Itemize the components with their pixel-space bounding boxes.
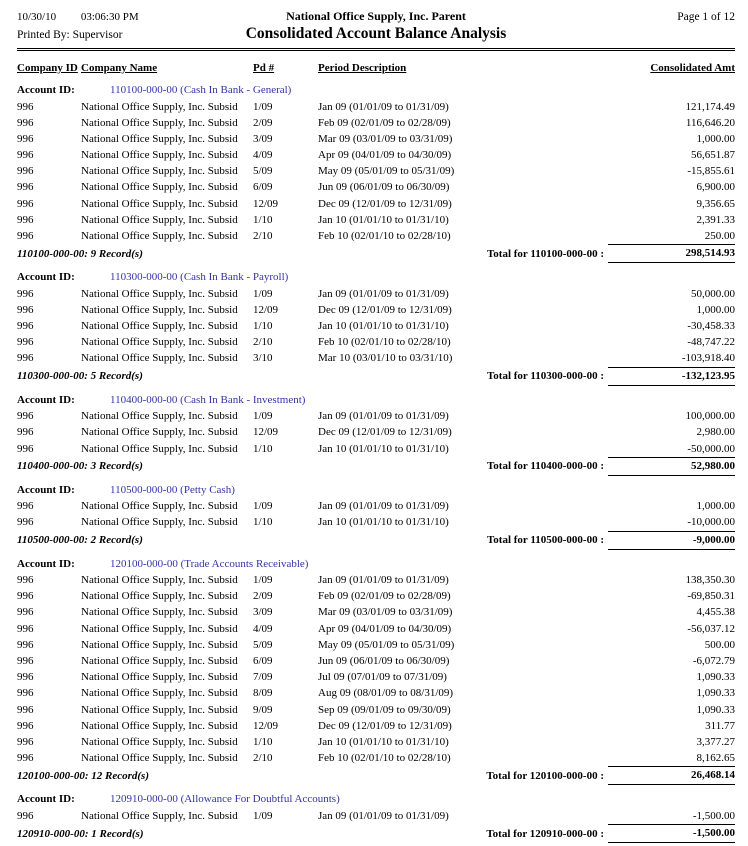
cell-pd: 2/09 [253, 116, 273, 129]
cell-company-name: National Office Supply, Inc. Subsid [81, 303, 238, 316]
cell-pd: 1/10 [253, 213, 273, 226]
table-row [17, 212, 735, 228]
cell-period-description: Dec 09 (12/01/09 to 12/31/09) [318, 303, 452, 316]
cell-company-id: 996 [17, 687, 34, 700]
table-row [17, 498, 735, 514]
cell-amount: 2,391.33 [696, 213, 735, 226]
cell-company-name: National Office Supply, Inc. Subsid [81, 352, 238, 365]
cell-amount: -15,855.61 [687, 165, 735, 178]
printed-by-label: Printed By: [17, 29, 70, 41]
cell-period-description: Jan 10 (01/01/10 to 01/31/10) [318, 516, 449, 529]
column-headers [17, 60, 735, 76]
cell-company-id: 996 [17, 100, 34, 113]
cell-company-id: 996 [17, 320, 34, 333]
cell-company-id: 996 [17, 287, 34, 300]
cell-amount: 100,000.00 [685, 410, 735, 423]
cell-period-description: Mar 09 (03/01/09 to 03/31/09) [318, 606, 453, 619]
cell-period-description: Aug 09 (08/01/09 to 08/31/09) [318, 687, 454, 700]
table-row [17, 408, 735, 424]
cell-pd: 6/09 [253, 655, 273, 667]
cell-amount: 1,000.00 [696, 303, 735, 316]
cell-amount: 1,090.33 [696, 703, 735, 716]
cell-period-description: Jan 09 (01/01/09 to 01/31/09) [318, 100, 449, 113]
cell-pd: 7/09 [253, 671, 273, 684]
account-id-value[interactable]: 110300-000-00 (Cash In Bank - Payroll) [110, 271, 289, 284]
cell-company-name: National Office Supply, Inc. Subsid [81, 500, 238, 513]
account-total-row [17, 824, 735, 843]
total-label: Total for 110100-000-00 : [486, 247, 604, 260]
cell-company-id: 996 [17, 132, 34, 145]
cell-company-id: 996 [17, 590, 34, 603]
cell-period-description: Jan 10 (01/01/10 to 01/31/10) [318, 442, 449, 455]
cell-period-description: Mar 09 (03/01/09 to 03/31/09) [318, 132, 453, 145]
cell-company-name: National Office Supply, Inc. Subsid [81, 197, 238, 210]
cell-period-description: May 09 (05/01/09 to 05/31/09) [318, 165, 455, 178]
col-pd: Pd # [253, 62, 275, 74]
cell-amount: 4,455.38 [696, 606, 735, 619]
cell-pd: 1/09 [253, 574, 273, 587]
cell-company-id: 996 [17, 606, 34, 619]
account-id-label: Account ID: [17, 84, 75, 96]
cell-pd: 4/09 [253, 149, 273, 162]
cell-amount: 1,090.33 [696, 687, 735, 700]
cell-amount: -30,458.33 [687, 320, 735, 333]
table-row [17, 350, 735, 366]
cell-amount: 50,000.00 [691, 287, 735, 300]
account-rows [17, 408, 735, 457]
cell-pd: 1/10 [253, 516, 273, 529]
col-consolidated-amt: Consolidated Amt [650, 62, 735, 74]
table-row [17, 604, 735, 620]
cell-period-description: Feb 09 (02/01/09 to 02/28/09) [318, 116, 451, 129]
cell-period-description: May 09 (05/01/09 to 05/31/09) [318, 638, 455, 651]
table-row [17, 163, 735, 179]
cell-company-id: 996 [17, 213, 34, 226]
account-id-value[interactable]: 110400-000-00 (Cash In Bank - Investment) [110, 393, 306, 406]
account-header-row [17, 392, 735, 409]
cell-company-id: 996 [17, 352, 34, 365]
table-row [17, 196, 735, 212]
record-count: 110500-000-00: 2 Record(s) [17, 534, 143, 547]
cell-company-id: 996 [17, 303, 34, 316]
cell-company-name: National Office Supply, Inc. Subsid [81, 320, 238, 333]
cell-company-id: 996 [17, 735, 34, 748]
total-label: Total for 110500-000-00 : [486, 534, 604, 547]
table-row [17, 685, 735, 701]
cell-pd: 2/10 [253, 752, 273, 765]
cell-company-id: 996 [17, 809, 34, 822]
cell-company-name: National Office Supply, Inc. Subsid [81, 622, 238, 635]
cell-amount: 1,000.00 [696, 132, 735, 145]
cell-company-name: National Office Supply, Inc. Subsid [81, 719, 238, 732]
cell-amount: 2,980.00 [696, 426, 735, 439]
cell-period-description: Dec 09 (12/01/09 to 12/31/09) [318, 719, 452, 732]
account-total-row [17, 531, 735, 550]
cell-company-id: 996 [17, 336, 34, 349]
cell-pd: 3/09 [253, 606, 273, 619]
account-id-label: Account ID: [17, 793, 75, 806]
cell-pd: 1/09 [253, 287, 273, 300]
cell-company-name: National Office Supply, Inc. Subsid [81, 100, 238, 113]
cell-company-name: National Office Supply, Inc. Subsid [81, 606, 238, 619]
total-label: Total for 120910-000-00 : [486, 827, 604, 840]
account-header-row [17, 482, 735, 499]
cell-company-id: 996 [17, 230, 34, 242]
col-company-name: Company Name [81, 62, 158, 74]
cell-pd: 2/10 [253, 336, 273, 349]
cell-pd: 1/10 [253, 735, 273, 748]
cell-amount: -1,500.00 [692, 809, 735, 822]
cell-company-name: National Office Supply, Inc. Subsid [81, 442, 238, 455]
table-row [17, 115, 735, 131]
cell-company-name: National Office Supply, Inc. Subsid [81, 590, 238, 603]
cell-amount: 250.00 [704, 230, 735, 242]
cell-pd: 1/09 [253, 410, 273, 423]
table-row [17, 147, 735, 163]
table-row [17, 302, 735, 318]
cell-company-id: 996 [17, 655, 34, 667]
cell-company-id: 996 [17, 181, 34, 194]
total-amount: 52,980.00 [608, 457, 735, 476]
header-datetime [17, 11, 202, 23]
cell-pd: 3/10 [253, 352, 273, 365]
cell-pd: 9/09 [253, 703, 273, 716]
cell-company-name: National Office Supply, Inc. Subsid [81, 671, 238, 684]
account-section [17, 82, 735, 263]
total-amount: -1,500.00 [608, 824, 735, 843]
table-row [17, 750, 735, 766]
report-date: 10/30/10 [17, 11, 57, 23]
cell-company-name: National Office Supply, Inc. Subsid [81, 181, 238, 194]
cell-company-name: National Office Supply, Inc. Subsid [81, 735, 238, 748]
table-row [17, 637, 735, 653]
cell-company-name: National Office Supply, Inc. Subsid [81, 516, 238, 529]
report-body [17, 82, 735, 843]
report-title: Consolidated Account Balance Analysis [245, 25, 507, 42]
account-id-value[interactable]: 120910-000-00 (Allowance For Doubtful Accounts) [110, 793, 340, 806]
cell-company-name: National Office Supply, Inc. Subsid [81, 230, 238, 242]
table-row [17, 131, 735, 147]
account-section [17, 392, 735, 476]
cell-pd: 3/09 [253, 132, 273, 145]
cell-company-id: 996 [17, 149, 34, 162]
cell-pd: 1/09 [253, 809, 273, 822]
record-count: 110300-000-00: 5 Record(s) [17, 370, 143, 383]
cell-amount: 500.00 [704, 638, 735, 651]
cell-company-name: National Office Supply, Inc. Subsid [81, 213, 238, 226]
cell-period-description: Apr 09 (04/01/09 to 04/30/09) [318, 149, 452, 162]
cell-pd: 6/09 [253, 181, 273, 194]
cell-company-name: National Office Supply, Inc. Subsid [81, 149, 238, 162]
table-row [17, 514, 735, 530]
cell-company-id: 996 [17, 116, 34, 129]
cell-amount: 1,090.33 [696, 671, 735, 684]
cell-amount: 311.77 [705, 719, 735, 732]
cell-pd: 1/10 [253, 442, 273, 455]
table-row [17, 588, 735, 604]
total-amount: -9,000.00 [608, 531, 735, 550]
account-id-label: Account ID: [17, 393, 75, 406]
cell-period-description: Jan 09 (01/01/09 to 01/31/09) [318, 410, 449, 423]
cell-company-name: National Office Supply, Inc. Subsid [81, 574, 238, 587]
cell-company-name: National Office Supply, Inc. Subsid [81, 687, 238, 700]
cell-period-description: Jan 09 (01/01/09 to 01/31/09) [318, 287, 449, 300]
cell-amount: -69,850.31 [687, 590, 735, 603]
table-row [17, 572, 735, 588]
table-row [17, 808, 735, 824]
cell-company-id: 996 [17, 516, 34, 529]
table-row [17, 424, 735, 440]
total-label: Total for 120100-000-00 : [486, 769, 604, 782]
header-divider [17, 48, 735, 51]
record-count: 110400-000-00: 3 Record(s) [17, 460, 143, 473]
cell-company-name: National Office Supply, Inc. Subsid [81, 116, 238, 129]
cell-pd: 4/09 [253, 622, 273, 635]
cell-pd: 12/09 [253, 426, 279, 439]
table-row [17, 441, 735, 457]
page-indicator: Page 1 of 12 [677, 11, 735, 23]
table-row [17, 179, 735, 195]
cell-amount: -103,918.40 [681, 352, 735, 365]
cell-period-description: Dec 09 (12/01/09 to 12/31/09) [318, 197, 452, 210]
cell-company-id: 996 [17, 500, 34, 513]
cell-pd: 1/09 [253, 500, 273, 513]
table-row [17, 318, 735, 334]
cell-period-description: Feb 10 (02/01/10 to 02/28/10) [318, 752, 451, 765]
cell-company-name: National Office Supply, Inc. Subsid [81, 809, 238, 822]
cell-amount: 138,350.30 [685, 574, 735, 587]
account-total-row [17, 457, 735, 476]
cell-amount: 9,356.65 [696, 197, 735, 210]
cell-period-description: Jan 10 (01/01/10 to 01/31/10) [318, 735, 449, 748]
report-header [17, 9, 735, 43]
cell-period-description: Apr 09 (04/01/09 to 04/30/09) [318, 622, 452, 635]
cell-pd: 12/09 [253, 719, 279, 732]
report-time: 03:06:30 PM [80, 11, 139, 23]
cell-company-id: 996 [17, 752, 34, 765]
cell-amount: 8,162.65 [696, 752, 735, 765]
cell-pd: 2/10 [253, 230, 273, 242]
account-section [17, 269, 735, 385]
cell-amount: 121,174.49 [685, 100, 735, 113]
cell-company-id: 996 [17, 622, 34, 635]
account-section [17, 556, 735, 786]
record-count: 110100-000-00: 9 Record(s) [17, 247, 143, 260]
cell-period-description: Jul 09 (07/01/09 to 07/31/09) [318, 671, 447, 684]
account-id-value[interactable]: 120100-000-00 (Trade Accounts Receivable) [110, 557, 309, 570]
cell-period-description: Feb 10 (02/01/10 to 02/28/10) [318, 230, 451, 242]
cell-pd: 12/09 [253, 303, 279, 316]
account-rows [17, 99, 735, 245]
cell-pd: 5/09 [253, 165, 273, 178]
col-period-description: Period Description [318, 62, 407, 74]
cell-amount: -56,037.12 [687, 622, 735, 635]
cell-period-description: Feb 10 (02/01/10 to 02/28/10) [318, 336, 451, 349]
account-rows [17, 572, 735, 766]
cell-company-id: 996 [17, 442, 34, 455]
table-row [17, 286, 735, 302]
cell-company-id: 996 [17, 638, 34, 651]
table-row [17, 734, 735, 750]
account-total-row [17, 244, 735, 263]
cell-period-description: Dec 09 (12/01/09 to 12/31/09) [318, 426, 452, 439]
cell-amount: -6,072.79 [692, 655, 735, 667]
col-company-id: Company ID [17, 62, 78, 74]
total-label: Total for 110400-000-00 : [486, 460, 604, 473]
account-total-row [17, 367, 735, 386]
table-row [17, 669, 735, 685]
total-label: Total for 110300-000-00 : [486, 370, 604, 383]
cell-amount: -50,000.00 [687, 442, 735, 455]
cell-amount: 3,377.27 [696, 735, 735, 748]
printed-by [17, 29, 202, 41]
table-row [17, 653, 735, 669]
account-header-row [17, 791, 735, 808]
cell-amount: 1,000.00 [696, 500, 735, 513]
account-rows [17, 498, 735, 530]
cell-company-name: National Office Supply, Inc. Subsid [81, 655, 238, 667]
account-id-value[interactable]: 110100-000-00 (Cash In Bank - General) [110, 84, 292, 96]
cell-pd: 5/09 [253, 638, 273, 651]
account-section [17, 791, 735, 843]
cell-period-description: Jan 10 (01/01/10 to 01/31/10) [318, 320, 449, 333]
account-header-row [17, 269, 735, 286]
account-id-label: Account ID: [17, 271, 75, 284]
cell-company-name: National Office Supply, Inc. Subsid [81, 752, 238, 765]
table-row [17, 621, 735, 637]
total-amount: 26,468.14 [608, 766, 735, 785]
cell-company-name: National Office Supply, Inc. Subsid [81, 638, 238, 651]
cell-period-description: Jan 09 (01/01/09 to 01/31/09) [318, 809, 449, 822]
cell-period-description: Jun 09 (06/01/09 to 06/30/09) [318, 181, 450, 194]
total-amount: 298,514.93 [608, 244, 735, 263]
cell-company-id: 996 [17, 719, 34, 732]
cell-amount: -10,000.00 [687, 516, 735, 529]
table-row [17, 702, 735, 718]
cell-company-id: 996 [17, 410, 34, 423]
account-rows [17, 286, 735, 367]
account-header-row [17, 556, 735, 573]
cell-amount: -48,747.22 [687, 336, 735, 349]
cell-amount: 56,651.87 [691, 149, 735, 162]
cell-company-name: National Office Supply, Inc. Subsid [81, 132, 238, 145]
cell-company-id: 996 [17, 574, 34, 587]
total-amount: -132,123.95 [608, 367, 735, 386]
account-total-row [17, 766, 735, 785]
account-rows [17, 808, 735, 824]
cell-company-id: 996 [17, 426, 34, 439]
cell-period-description: Jun 09 (06/01/09 to 06/30/09) [318, 655, 450, 667]
cell-company-id: 996 [17, 165, 34, 178]
cell-pd: 1/10 [253, 320, 273, 333]
cell-period-description: Sep 09 (09/01/09 to 09/30/09) [318, 703, 451, 716]
cell-pd: 8/09 [253, 687, 273, 700]
table-row [17, 99, 735, 115]
cell-period-description: Jan 09 (01/01/09 to 01/31/09) [318, 500, 449, 513]
cell-company-id: 996 [17, 671, 34, 684]
cell-company-name: National Office Supply, Inc. Subsid [81, 703, 238, 716]
cell-pd: 2/09 [253, 590, 273, 603]
cell-period-description: Jan 09 (01/01/09 to 01/31/09) [318, 574, 449, 587]
cell-company-name: National Office Supply, Inc. Subsid [81, 336, 238, 349]
cell-amount: 116,646.20 [685, 116, 735, 129]
table-row [17, 334, 735, 350]
record-count: 120100-000-00: 12 Record(s) [17, 769, 149, 782]
account-id-value[interactable]: 110500-000-00 (Petty Cash) [110, 483, 235, 496]
company-name-header: National Office Supply, Inc. Parent [286, 9, 466, 23]
table-row [17, 718, 735, 734]
cell-pd: 12/09 [253, 197, 279, 210]
account-header-row [17, 82, 735, 99]
cell-company-id: 996 [17, 197, 34, 210]
printed-by-value: Supervisor [72, 29, 123, 41]
cell-company-name: National Office Supply, Inc. Subsid [81, 287, 238, 300]
account-id-label: Account ID: [17, 557, 75, 570]
account-id-label: Account ID: [17, 483, 75, 496]
cell-company-id: 996 [17, 703, 34, 716]
cell-pd: 1/09 [253, 100, 273, 113]
table-row [17, 228, 735, 244]
cell-period-description: Feb 09 (02/01/09 to 02/28/09) [318, 590, 451, 603]
account-section [17, 482, 735, 550]
record-count: 120910-000-00: 1 Record(s) [17, 827, 144, 840]
cell-period-description: Jan 10 (01/01/10 to 01/31/10) [318, 213, 449, 226]
cell-amount: 6,900.00 [696, 181, 735, 194]
cell-company-name: National Office Supply, Inc. Subsid [81, 426, 238, 439]
cell-period-description: Mar 10 (03/01/10 to 03/31/10) [318, 352, 453, 365]
cell-company-name: National Office Supply, Inc. Subsid [81, 410, 238, 423]
cell-company-name: National Office Supply, Inc. Subsid [81, 165, 238, 178]
